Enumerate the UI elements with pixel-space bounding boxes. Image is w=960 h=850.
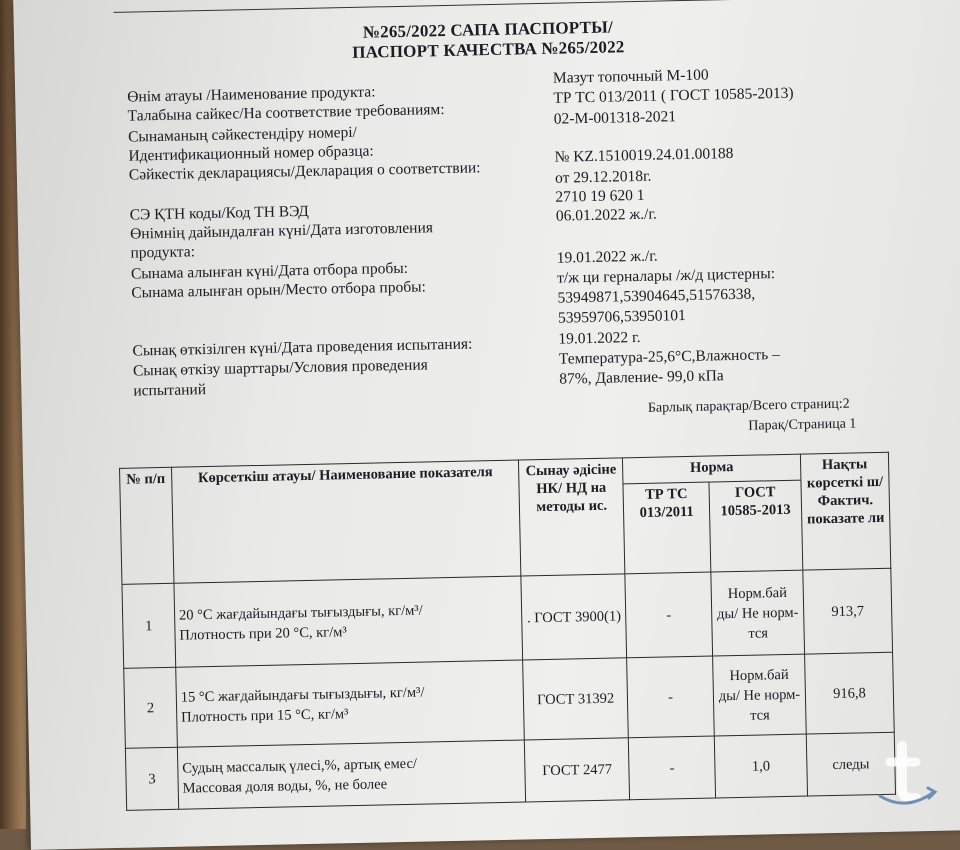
header-indicator: Көрсеткіш атауы/ Наименование показателя [171,460,521,583]
title-kz: №265/2022 САПА ПАСПОРТЫ/ [362,17,614,42]
top-rule [113,0,933,13]
tnved-label: СЭ ҚТН коды/Код ТН ВЭД [129,202,309,224]
sample-id-label-1: Сынаманың сәйкестендіру номері/ [127,123,358,146]
sampling-place-label: Сынама алынған орын/Место отбора пробы: [131,278,427,302]
row-norm-trts: - [627,656,715,738]
conditions-value-1: Температура-25,6°С,Влажность – [558,346,781,368]
row-norm-gost: 1,0 [714,734,807,798]
row-name [177,740,526,809]
row-name-ru: Массовая доля воды, %, не более [182,775,388,797]
row-actual: следы [806,732,895,796]
sampling-date-value: 19.01.2022 ж./г. [556,247,658,267]
row-method: ГОСТ 2477 [525,738,630,802]
t-logo-icon [872,740,942,810]
quality-passport-document [13,0,960,850]
row-actual: 913,7 [803,568,893,654]
row-method: . ГОСТ 3900(1) [521,574,627,660]
sampling-place-value-1: т/ж ци герналары /ж/д цистерны: [556,265,776,287]
sampling-place-value-2: 53949871,53904645,51576338, [557,285,756,307]
header-norm-gost: ГОСТ 10585-2013 [709,480,803,572]
declaration-value-1: № KZ.1510019.24.01.00188 [554,144,734,166]
header-actual: Нақты көрсеткі ш/ Фактич. показате ли [800,452,890,570]
sampling-date-label: Сынама алынған күні/Дата отбора пробы: [130,259,409,283]
conditions-label-2: испытаний [133,381,207,400]
row-name [174,576,523,667]
conditions-value-2: 87%, Давление- 99,0 кПа [559,367,724,388]
row-name-kz: Судың массалық үлесі,%, артық емес/ [182,755,418,777]
requirements-label: Талабына сайкес/На соответствие требованиям: [127,101,445,125]
row-name [176,660,525,747]
declaration-value-2: от 29.12.2018г. [554,167,652,187]
table-row [122,568,893,668]
row-num: 1 [122,583,176,668]
requirements-value: ТР ТС 013/2011 ( ГОСТ 10585-2013) [553,84,794,107]
header-norm-trts: ТР ТС 013/2011 [623,482,711,574]
page-current: Парақ/Страница 1 [748,416,857,434]
product-value: Мазут топочный М-100 [552,66,709,87]
row-norm-gost: Норм.бай ды/ Не норм- тся [713,654,807,736]
test-date-value: 19.01.2022 г. [558,328,641,348]
row-norm-trts: - [628,736,715,800]
row-name-ru: Плотность при 15 °С, кг/м³ [181,705,349,726]
sample-id-label-2: Идентификационный номер образца: [128,142,374,165]
test-date-label: Сынақ өткізілген күні/Дата проведения испытания: [132,335,473,360]
manufacture-label-1: Өнімнің дайындалған күні/Дата изготовления [129,219,434,243]
row-norm-gost: Норм.бай ды/ Не норм- тся [711,570,805,656]
conditions-label-1: Сынақ өткізу шарттары/Условия проведения [132,356,428,380]
title-ru: ПАСПОРТ КАЧЕСТВА №265/2022 [352,37,625,62]
tnved-value: 2710 19 620 1 [555,186,645,206]
product-label: Өнім атауы /Наименование продукта: [127,83,376,106]
declaration-label: Сәйкестік декларациясы/Декларация о соответствии: [128,159,481,184]
manufacture-label-2: продукта: [130,243,196,262]
sample-id-value: 02-М-001318-2021 [553,108,677,128]
row-actual: 916,8 [805,652,895,734]
header-norm: Норма [623,454,801,484]
row-norm-trts: - [625,572,713,658]
quality-table [119,452,896,811]
row-name-kz: 15 °С жағдайындағы тығыздығы, кг/м³/ [180,684,425,706]
pages-total: Барлық парақтар/Всего страниц:2 [647,396,850,416]
manufacture-value: 06.01.2022 ж./г. [555,205,658,225]
row-num: 3 [125,747,178,810]
row-name-kz: 20 °С жағдайындағы тығыздығы, кг/м³/ [178,602,423,624]
row-method: ГОСТ 31392 [523,658,629,740]
sampling-place-value-3: 53959706,53950101 [557,307,687,327]
header-num: № п/п [120,467,174,584]
header-method: Сынау әдісіне НК/ НД на методы ис. [519,458,625,576]
row-num: 2 [124,667,178,748]
row-name-ru: Плотность при 20 °С, кг/м³ [179,623,347,644]
